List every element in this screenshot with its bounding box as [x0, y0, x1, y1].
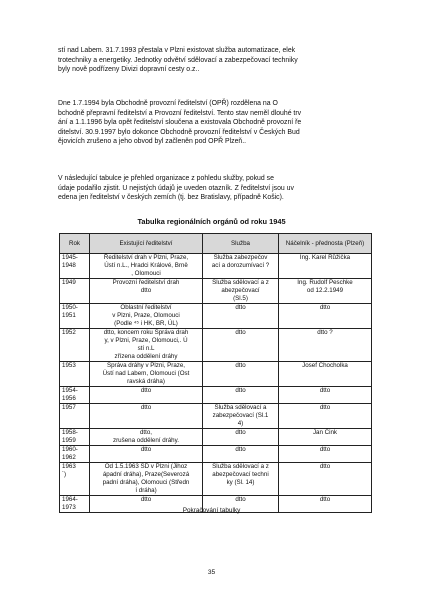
- cell-text-line: dtto: [235, 362, 246, 369]
- cell-service: [203, 329, 279, 362]
- cell-year: [60, 463, 90, 496]
- cell-year: [60, 387, 90, 404]
- cell-text-line: dtto: [140, 287, 152, 294]
- cell-text-line: Provozní ředitelství drah: [112, 279, 180, 286]
- cell-text-line: abezpečovací techni: [212, 471, 269, 478]
- cell-text-line: y, v Plzni, Praze, Olomouci,. Ú: [104, 337, 188, 344]
- cell-text-line: Ing. Karel Růžička: [299, 254, 351, 261]
- cell-service: [203, 362, 279, 387]
- cell-text-line: 1952: [62, 329, 76, 336]
- cell-text-line: Od 1.5.1963 SD v Plzni (Jihoz: [104, 463, 188, 470]
- cell-text-line: dtto ?: [317, 329, 333, 336]
- cell-directorate: [90, 329, 203, 362]
- table-row: [60, 279, 372, 304]
- cell-text-line: 1959: [62, 437, 76, 444]
- header-directorate: Existující ředitelství: [90, 234, 203, 254]
- cell-text-line: 1948: [62, 262, 76, 269]
- cell-text-line: dtto: [319, 387, 331, 394]
- cell-service: [203, 446, 279, 463]
- page-number: 35: [207, 569, 216, 576]
- cell-directorate: [90, 429, 203, 446]
- cell-text-line: od 12.2.1949: [306, 287, 344, 294]
- cell-text-line: v Plzni, Praze, Olomouci: [112, 312, 180, 319]
- cell-text-line: 1962: [62, 454, 76, 461]
- cell-text-line: Ing. Rudolf Peschke: [297, 279, 353, 286]
- paragraph-line: V následující tabulce je přehled organizace z pohledu služby, pokud se: [58, 175, 274, 182]
- header-year: Rok: [60, 234, 90, 254]
- table-title: Tabulka regionálních orgánů od roku 1945: [137, 217, 286, 226]
- cell-text-line: 1958-: [62, 429, 78, 436]
- cell-text-line: í dráha): [135, 487, 157, 494]
- cell-text-line: 1973: [62, 504, 76, 511]
- cell-text-line: 1949: [62, 279, 76, 286]
- cell-service: [203, 387, 279, 404]
- cell-text-line: ky (Sl. 14): [226, 479, 255, 486]
- cell-text-line: Ústí n.L., Hradci Králové, Brně: [104, 262, 188, 269]
- cell-chief: [279, 304, 372, 329]
- cell-text-line: dtto: [235, 496, 246, 503]
- paragraph-line: byly nově podřízeny Divizi dopravní cesty o.z..: [58, 66, 200, 74]
- table-row: [60, 404, 372, 429]
- cell-text-line: 1950-: [62, 304, 78, 311]
- cell-text-line: Správa dráhy v Plzni, Praze,: [106, 362, 186, 369]
- cell-year: [60, 404, 90, 429]
- table-row: [60, 446, 372, 463]
- cell-directorate: [90, 463, 203, 496]
- cell-directorate: [90, 304, 203, 329]
- cell-year: [60, 429, 90, 446]
- cell-chief: [279, 429, 372, 446]
- cell-text-line: , Olomouci: [131, 270, 161, 277]
- cell-year: [60, 446, 90, 463]
- cell-service: [203, 279, 279, 304]
- cell-text-line: dtto: [235, 446, 246, 453]
- table-continuation-caption: Pokračování tabulky: [182, 507, 241, 514]
- table-row: [60, 304, 372, 329]
- cell-text-line: dtto, koncem roku Správa drah: [103, 329, 189, 336]
- cell-text-line: Služba zabezpečov: [213, 254, 268, 261]
- cell-text-line: dtto: [140, 496, 152, 503]
- paragraph-line: trotechniky a energetiky. Jednotky odvětví sdělovací a zabezpečovací techniky: [58, 56, 298, 64]
- cell-text-line: dtto: [140, 404, 152, 411]
- cell-service: [203, 254, 279, 279]
- cell-chief: [279, 446, 372, 463]
- cell-text-line: 1951: [62, 312, 76, 319]
- cell-text-line: dtto,: [139, 429, 153, 436]
- table-row: [60, 362, 372, 387]
- cell-service: [203, 304, 279, 329]
- cell-directorate: [90, 404, 203, 429]
- cell-text-line: Josef Chocholka: [302, 362, 348, 369]
- cell-text-line: dtto: [140, 387, 152, 394]
- cell-text-line: Jan Čink: [312, 429, 338, 436]
- cell-text-line: dtto: [235, 429, 246, 436]
- cell-directorate: [90, 446, 203, 463]
- paragraph-line: Dne 1.7.1994 byla Obchodně provozní ředitelství (OPŘ) rozdělena na O: [58, 100, 278, 107]
- cell-text-line: (Sl.5): [233, 295, 248, 302]
- cell-service: [203, 429, 279, 446]
- cell-text-line: ací a dorozumívací ?: [211, 262, 270, 269]
- table-row: [60, 429, 372, 446]
- cell-text-line: ravská dráha): [127, 378, 165, 385]
- cell-text-line: dtto: [319, 463, 331, 470]
- cell-text-line: dtto: [319, 404, 331, 411]
- cell-text-line: 1964-: [62, 496, 78, 503]
- cell-text-line: (Podle ⁴⁵ i HK, BR, ÚL): [114, 320, 178, 327]
- cell-text-line: 4): [237, 420, 244, 427]
- cell-service: [203, 404, 279, 429]
- cell-year: [60, 254, 90, 279]
- cell-chief: [279, 329, 372, 362]
- paragraph-line: edena jen ředitelství v českých zemích (tj. bez Bratislavy, případně Košic).: [58, 194, 284, 202]
- paragraph-line: ějovicích zrušeno a jeho obvod byl začleněn pod OPŘ Plzeň..: [58, 138, 247, 146]
- cell-chief: [279, 463, 372, 496]
- cell-text-line: Služba sdělovací a z: [212, 463, 269, 470]
- cell-text-line: dtto: [319, 446, 331, 453]
- cell-text-line: padní dráha), Olomouci (Středn: [102, 479, 190, 486]
- cell-text-line: 1963: [62, 463, 76, 470]
- table-row: [60, 254, 372, 279]
- cell-text-line: 1945-: [62, 254, 78, 261]
- paragraph-line: ditelství. 30.9.1997 bylo dokonce Obchodně provozní ředitelství v Českých Bud: [58, 128, 300, 136]
- header-service: Služba: [203, 234, 279, 254]
- cell-year: [60, 362, 90, 387]
- cell-text-line: Služba sdělovací a z: [212, 279, 269, 286]
- table-row: [60, 463, 372, 496]
- paragraph-line: ání a 1.1.1996 byla opět ředitelství sloučena a existovala Obchodně provozní ře: [58, 119, 302, 127]
- cell-chief: [279, 279, 372, 304]
- header-chief: Náčelník - přednosta (Plzeň): [279, 234, 372, 254]
- table-row: [60, 329, 372, 362]
- cell-text-line: zřízena oddělení dráhy: [114, 353, 178, 360]
- cell-text-line: 1956: [62, 395, 76, 402]
- cell-year: [60, 279, 90, 304]
- paragraph-line: stí nad Labem. 31.7.1993 přestala v Plzni existovat služba automatizace, elek: [58, 47, 296, 54]
- cell-year: [60, 304, 90, 329]
- paragraph-1: [58, 46, 376, 75]
- cell-directorate: [90, 362, 203, 387]
- cell-text-line: ápadní dráha), Praze(Severozá: [102, 471, 190, 478]
- cell-service: [203, 463, 279, 496]
- cell-directorate: [90, 279, 203, 304]
- cell-text-line: zabezpečovací (Sl.1: [212, 412, 269, 419]
- cell-text-line: 1953: [62, 362, 76, 369]
- cell-text-line: Ústí nad Labem, Olomouci (Ost: [102, 370, 190, 377]
- cell-text-line: 1957: [62, 404, 76, 411]
- cell-chief: [279, 362, 372, 387]
- cell-text-line: stí n.L: [137, 345, 155, 352]
- cell-chief: [279, 387, 372, 404]
- table-row: [60, 387, 372, 404]
- cell-text-line: dtto: [235, 387, 246, 394]
- cell-chief: [279, 404, 372, 429]
- cell-text-line: 1954-: [62, 387, 78, 394]
- cell-directorate: [90, 387, 203, 404]
- cell-text-line: ´): [62, 471, 67, 478]
- paragraph-line: bchodně přepravní ředitelství a Provozní ředitelství. Tento stav neměl dlouhé trv: [58, 109, 302, 117]
- cell-text-line: dtto: [235, 329, 246, 336]
- cell-text-line: dtto: [235, 304, 246, 311]
- cell-text-line: abezpečovací: [221, 287, 260, 294]
- cell-text-line: Oblastní ředitelství: [120, 304, 172, 311]
- cell-text-line: 1960-: [62, 446, 78, 453]
- cell-text-line: zrušena oddělení dráhy.: [113, 437, 179, 444]
- cell-directorate: [90, 254, 203, 279]
- regional-organs-table: [59, 233, 372, 513]
- paragraph-3: [58, 174, 376, 203]
- cell-chief: [279, 254, 372, 279]
- table-header-row: [60, 234, 372, 254]
- cell-text-line: dtto: [140, 446, 152, 453]
- cell-year: [60, 329, 90, 362]
- cell-text-line: dtto: [319, 304, 331, 311]
- cell-text-line: Služba sdělovací a: [214, 404, 267, 411]
- paragraph-2: [58, 99, 376, 147]
- paragraph-line: údaje podařilo zjistit. U nejistých údajů je uveden otazník. Z ředitelství jsou uv: [58, 184, 294, 192]
- cell-text-line: Ředitelství drah v Plzni, Praze,: [103, 254, 189, 261]
- cell-text-line: dtto: [319, 496, 331, 503]
